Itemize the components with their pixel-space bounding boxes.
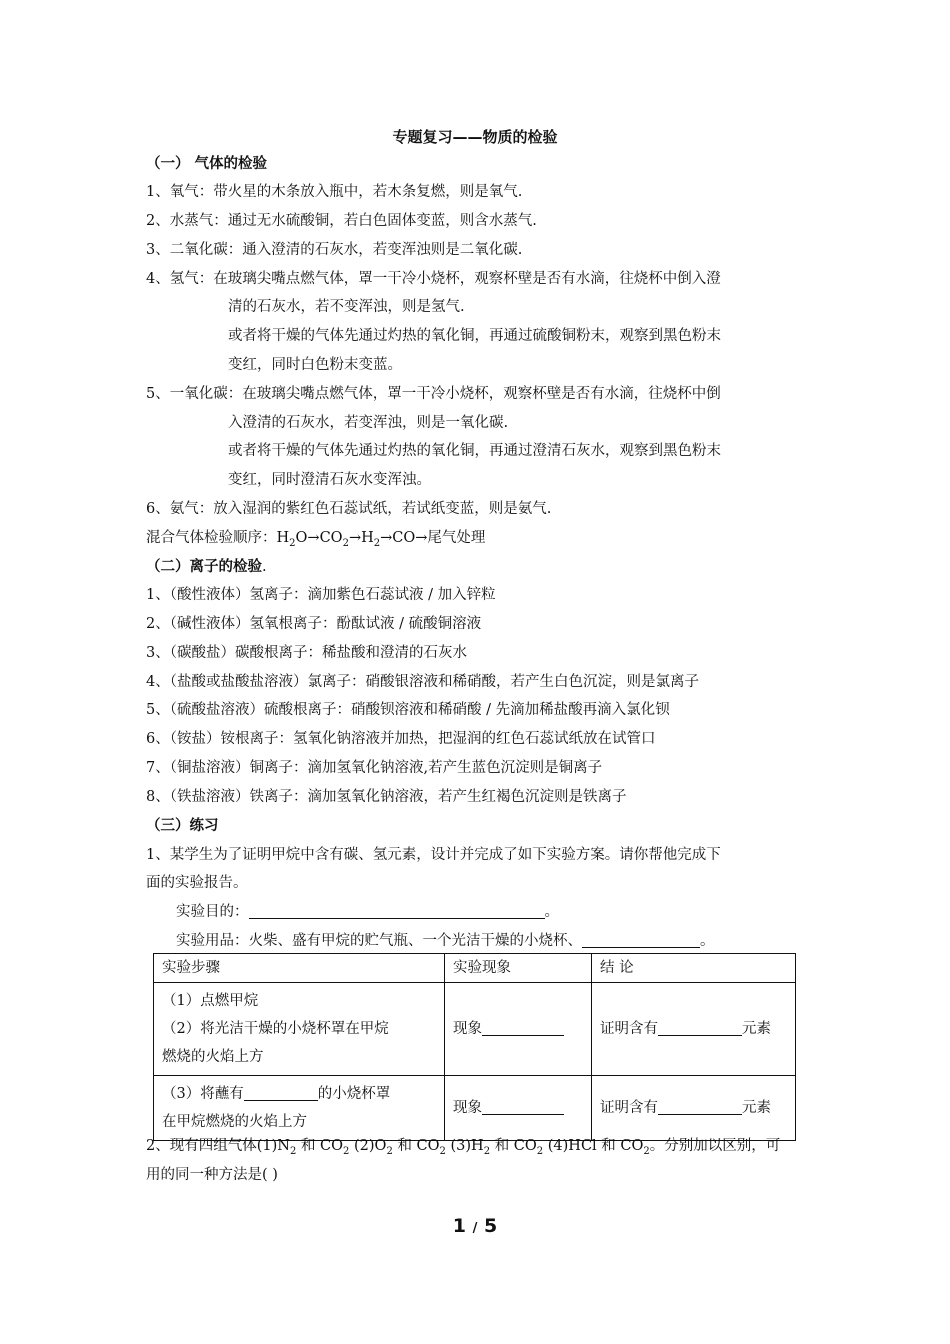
text-line: 2、水蒸气：通过无水硫酸铜，若白色固体变蓝，则含水蒸气. bbox=[146, 213, 537, 229]
question-2-line: 2、现有四组气体$(1)N_2$ 和 $CO_2$ $(2)O_2$ 和 $CO_2$ $(3)H_2$ 和 $CO_2$ (4)HCl 和 $CO_2$。分别加以区别，可 bbox=[146, 1138, 781, 1157]
step-cell bbox=[154, 1076, 445, 1141]
q2-part: 。分别加以区别，可 bbox=[649, 1138, 781, 1154]
phenomenon-blank[interactable] bbox=[482, 1098, 564, 1115]
text-line: 1、氧气：带火星的木条放入瓶中，若木条复燃，则是氧气. bbox=[146, 184, 523, 200]
step-text bbox=[162, 1080, 436, 1108]
text-line: 或者将干燥的气体先通过灼热的氧化铜，再通过硫酸铜粉末，观察到黑色粉末 bbox=[228, 328, 721, 344]
text-line: 4、氢气：在玻璃尖嘴点燃气体，罩一干冷小烧杯，观察杯壁是否有水滴，往烧杯中倒入澄 bbox=[146, 271, 721, 287]
step-text: 燃烧的火焰上方 bbox=[162, 1049, 264, 1065]
step-text: （1）点燃甲烷 bbox=[162, 993, 259, 1009]
phenomenon-cell bbox=[445, 983, 592, 1076]
purpose-label: 实验目的： bbox=[176, 904, 249, 920]
text-line: 5、（硫酸盐溶液）硫酸根离子：硝酸钡溶液和稀硝酸 / 先滴加稀盐酸再滴入氯化钡 bbox=[146, 702, 670, 718]
conclusion-cell bbox=[592, 983, 796, 1076]
text-line: 清的石灰水，若不变浑浊，则是氢气. bbox=[228, 299, 465, 315]
experiment-purpose bbox=[176, 902, 559, 922]
heading-dot: . bbox=[262, 559, 267, 575]
question-1-line: 1、某学生为了证明甲烷中含有碳、氢元素，设计并完成了如下实验方案。请你帮他完成下 bbox=[146, 847, 721, 863]
materials-blank[interactable] bbox=[582, 931, 700, 948]
reagent-blank[interactable] bbox=[244, 1084, 318, 1101]
table-row bbox=[154, 983, 796, 1076]
q2-part: 2、现有四组气体(1)N bbox=[146, 1138, 290, 1154]
purpose-end: 。 bbox=[544, 904, 559, 920]
gas-test-order-tail: 尾气处理 bbox=[427, 530, 486, 546]
header-conclusion: 结 论 bbox=[592, 954, 796, 983]
text-line: 8、（铁盐溶液）铁离子：滴加氢氧化钠溶液，若产生红褐色沉淀则是铁离子 bbox=[146, 789, 627, 805]
page-number bbox=[0, 1215, 950, 1237]
conclusion-suffix: 元素 bbox=[742, 1021, 771, 1037]
q2-part: 和 CO bbox=[397, 1138, 440, 1154]
step-text-part: （3）将蘸有 bbox=[162, 1086, 244, 1102]
question-2-line: 用的同一种方法是( ) bbox=[146, 1167, 278, 1183]
phenomenon-label: 现象 bbox=[453, 1100, 482, 1116]
materials-end: 。 bbox=[700, 933, 715, 949]
q2-part: (3)H bbox=[450, 1138, 484, 1154]
section-heading-ions-text: （二）离子的检验 bbox=[146, 559, 262, 575]
text-line: 5、一氧化碳：在玻璃尖嘴点燃气体，罩一干冷小烧杯，观察杯壁是否有水滴，往烧杯中倒 bbox=[146, 386, 721, 402]
step-cell bbox=[154, 983, 445, 1076]
conclusion-suffix: 元素 bbox=[742, 1100, 771, 1116]
text-line: 变红，同时白色粉末变蓝。 bbox=[228, 357, 402, 373]
conclusion-cell bbox=[592, 1076, 796, 1141]
materials-label: 实验用品：火柴、盛有甲烷的贮气瓶、一个光洁干燥的小烧杯、 bbox=[176, 933, 582, 949]
header-phenomenon: 实验现象 bbox=[445, 954, 592, 983]
phenomenon-blank[interactable] bbox=[482, 1019, 564, 1036]
gas-test-order-label: 混合气体检验顺序： bbox=[146, 530, 277, 546]
experiment-report-table bbox=[153, 953, 796, 1141]
element-blank[interactable] bbox=[658, 1098, 742, 1115]
section-heading-ions bbox=[146, 557, 267, 577]
q2-part: (2)O bbox=[354, 1138, 387, 1154]
phenomenon-label: 现象 bbox=[453, 1021, 482, 1037]
header-steps: 实验步骤 bbox=[154, 954, 445, 983]
text-line: 4、（盐酸或盐酸盐溶液）氯离子：硝酸银溶液和稀硝酸，若产生白色沉淀，则是氯离子 bbox=[146, 674, 699, 690]
text-line: 6、（铵盐）铵根离子：氢氧化钠溶液并加热，把湿润的红色石蕊试纸放在试管口 bbox=[146, 731, 656, 747]
text-line: 入澄清的石灰水，若变浑浊，则是一氧化碳. bbox=[228, 415, 509, 431]
text-line: 2、（碱性液体）氢氧根离子：酚酞试液 / 硫酸铜溶液 bbox=[146, 616, 482, 632]
q2-part: 和 CO bbox=[494, 1138, 537, 1154]
experiment-materials bbox=[176, 931, 715, 951]
conclusion-label: 证明含有 bbox=[600, 1021, 658, 1037]
step-text-part: 的小烧杯罩 bbox=[317, 1086, 391, 1102]
q2-part: (4)HCl 和 CO bbox=[547, 1138, 644, 1154]
text-line: 6、氨气：放入湿润的紫红色石蕊试纸，若试纸变蓝，则是氨气. bbox=[146, 501, 552, 517]
gas-test-order: 混合气体检验顺序：$H_2O\to CO_2\to H_2\to CO\to$尾气处理 bbox=[146, 530, 486, 549]
page-current: 1 bbox=[452, 1215, 466, 1237]
step-text: （2）将光洁干燥的小烧杯罩在甲烷 bbox=[162, 1021, 389, 1037]
text-line: 3、二氧化碳：通入澄清的石灰水，若变浑浊则是二氧化碳. bbox=[146, 242, 523, 258]
conclusion-label: 证明含有 bbox=[600, 1100, 658, 1116]
question-1-line: 面的实验报告。 bbox=[146, 875, 248, 891]
text-line: 7、（铜盐溶液）铜离子：滴加氢氧化钠溶液,若产生蓝色沉淀则是铜离子 bbox=[146, 760, 603, 776]
table-header-row bbox=[154, 954, 796, 983]
text-line: 或者将干燥的气体先通过灼热的氧化铜，再通过澄清石灰水，观察到黑色粉末 bbox=[228, 443, 721, 459]
section-heading-exercises: （三）练习 bbox=[146, 818, 219, 834]
step-text: 在甲烷燃烧的火焰上方 bbox=[162, 1114, 307, 1130]
text-line: 1、（酸性液体）氢离子：滴加紫色石蕊试液 / 加入锌粒 bbox=[146, 587, 496, 603]
text-line: 3、（碳酸盐）碳酸根离子：稀盐酸和澄清的石灰水 bbox=[146, 645, 467, 661]
purpose-blank[interactable] bbox=[249, 902, 545, 919]
page-total: 5 bbox=[484, 1215, 498, 1237]
text-line: 变红，同时澄清石灰水变浑浊。 bbox=[228, 472, 431, 488]
section-heading-gases: （一） 气体的检验 bbox=[146, 156, 268, 172]
phenomenon-cell bbox=[445, 1076, 592, 1141]
element-blank[interactable] bbox=[658, 1019, 742, 1036]
page-title: 专题复习——物质的检验 bbox=[392, 128, 558, 146]
page-separator: / bbox=[472, 1221, 478, 1236]
q2-part: 和 CO bbox=[300, 1138, 344, 1154]
table-row bbox=[154, 1076, 796, 1141]
